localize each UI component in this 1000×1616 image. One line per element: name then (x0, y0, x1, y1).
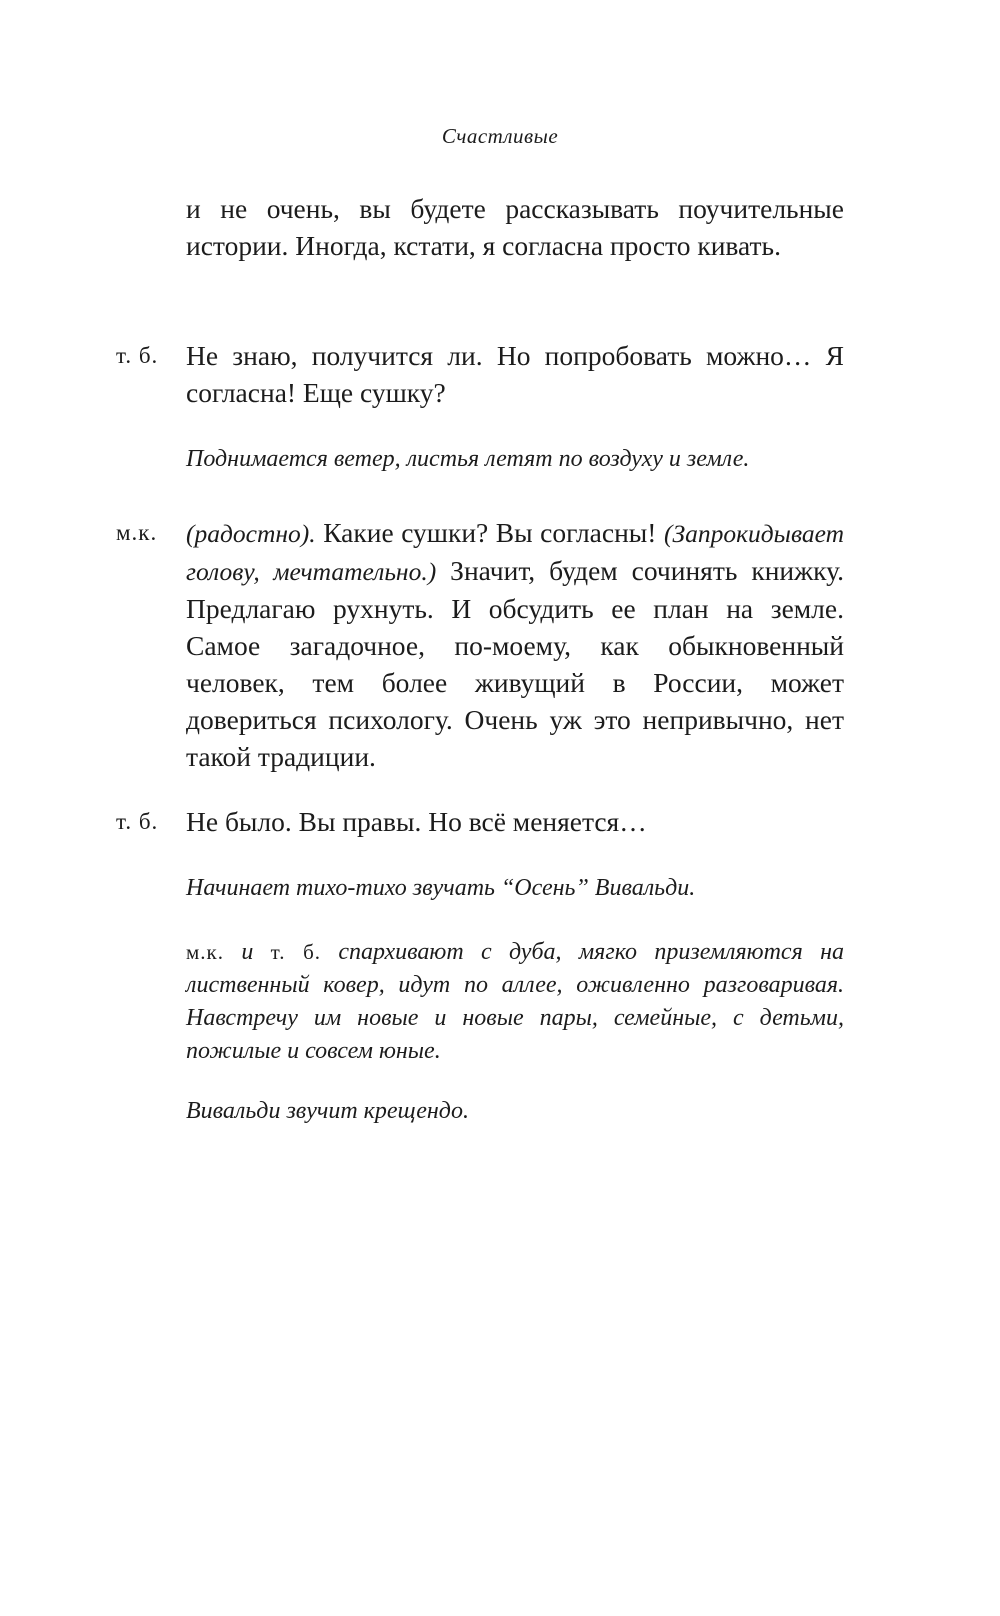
name-tb: т. б. (270, 940, 322, 964)
line-tb-1: Не знаю, получится ли. Но попробовать можно… Я согласна! Еще сушку? (186, 340, 844, 408)
speaker-mk-1: м.к. (116, 520, 158, 545)
stage-direction-3-text: спархивают с дуба, мягко приземляются на лиственный ковер, идут по аллее, оживленно разговаривая. Навстречу им новые и новые пары, семейные, с детьми, пожилые и совсем юные. (186, 939, 844, 1064)
speaker-tb-2: т. б. (116, 809, 159, 834)
continuation-paragraph: и не очень, вы будете рассказывать поучительные истории. Иногда, кстати, я согласна просто кивать. (186, 193, 844, 261)
running-head: Счастливые (441, 124, 559, 148)
stage-direction-4: Вивальди звучит крещендо. (186, 1098, 469, 1124)
inline-direction-b: (Запрокидывает голову, мечтательно.) (186, 519, 844, 586)
line-mk-1-text-b: Значит, будем сочинять книжку. Предлагаю рухнуть. И обсудить ее план на земле. Самое загадочное, по-моему, как обыкновенный человек, тем более живущий в России, может довериться психологу. Очень уж это непривычно, нет такой традиции. (186, 555, 844, 772)
stage-direction-3 (186, 936, 844, 1068)
inline-direction-a: (радостно). (186, 519, 316, 548)
line-mk-1 (186, 514, 844, 775)
stage-direction-2: Начинает тихо-тихо звучать “Осень” Вивальди. (186, 875, 696, 901)
stage-direction-1: Поднимается ветер, листья летят по воздуху и земле. (186, 446, 750, 472)
conj: и (224, 939, 271, 965)
speaker-tb-1: т. б. (116, 343, 159, 368)
name-mk: м.к. (186, 940, 224, 964)
line-mk-1-text-a: Какие сушки? Вы согласны! (315, 517, 664, 548)
line-tb-2: Не было. Вы правы. Но всё меняется… (186, 806, 647, 837)
